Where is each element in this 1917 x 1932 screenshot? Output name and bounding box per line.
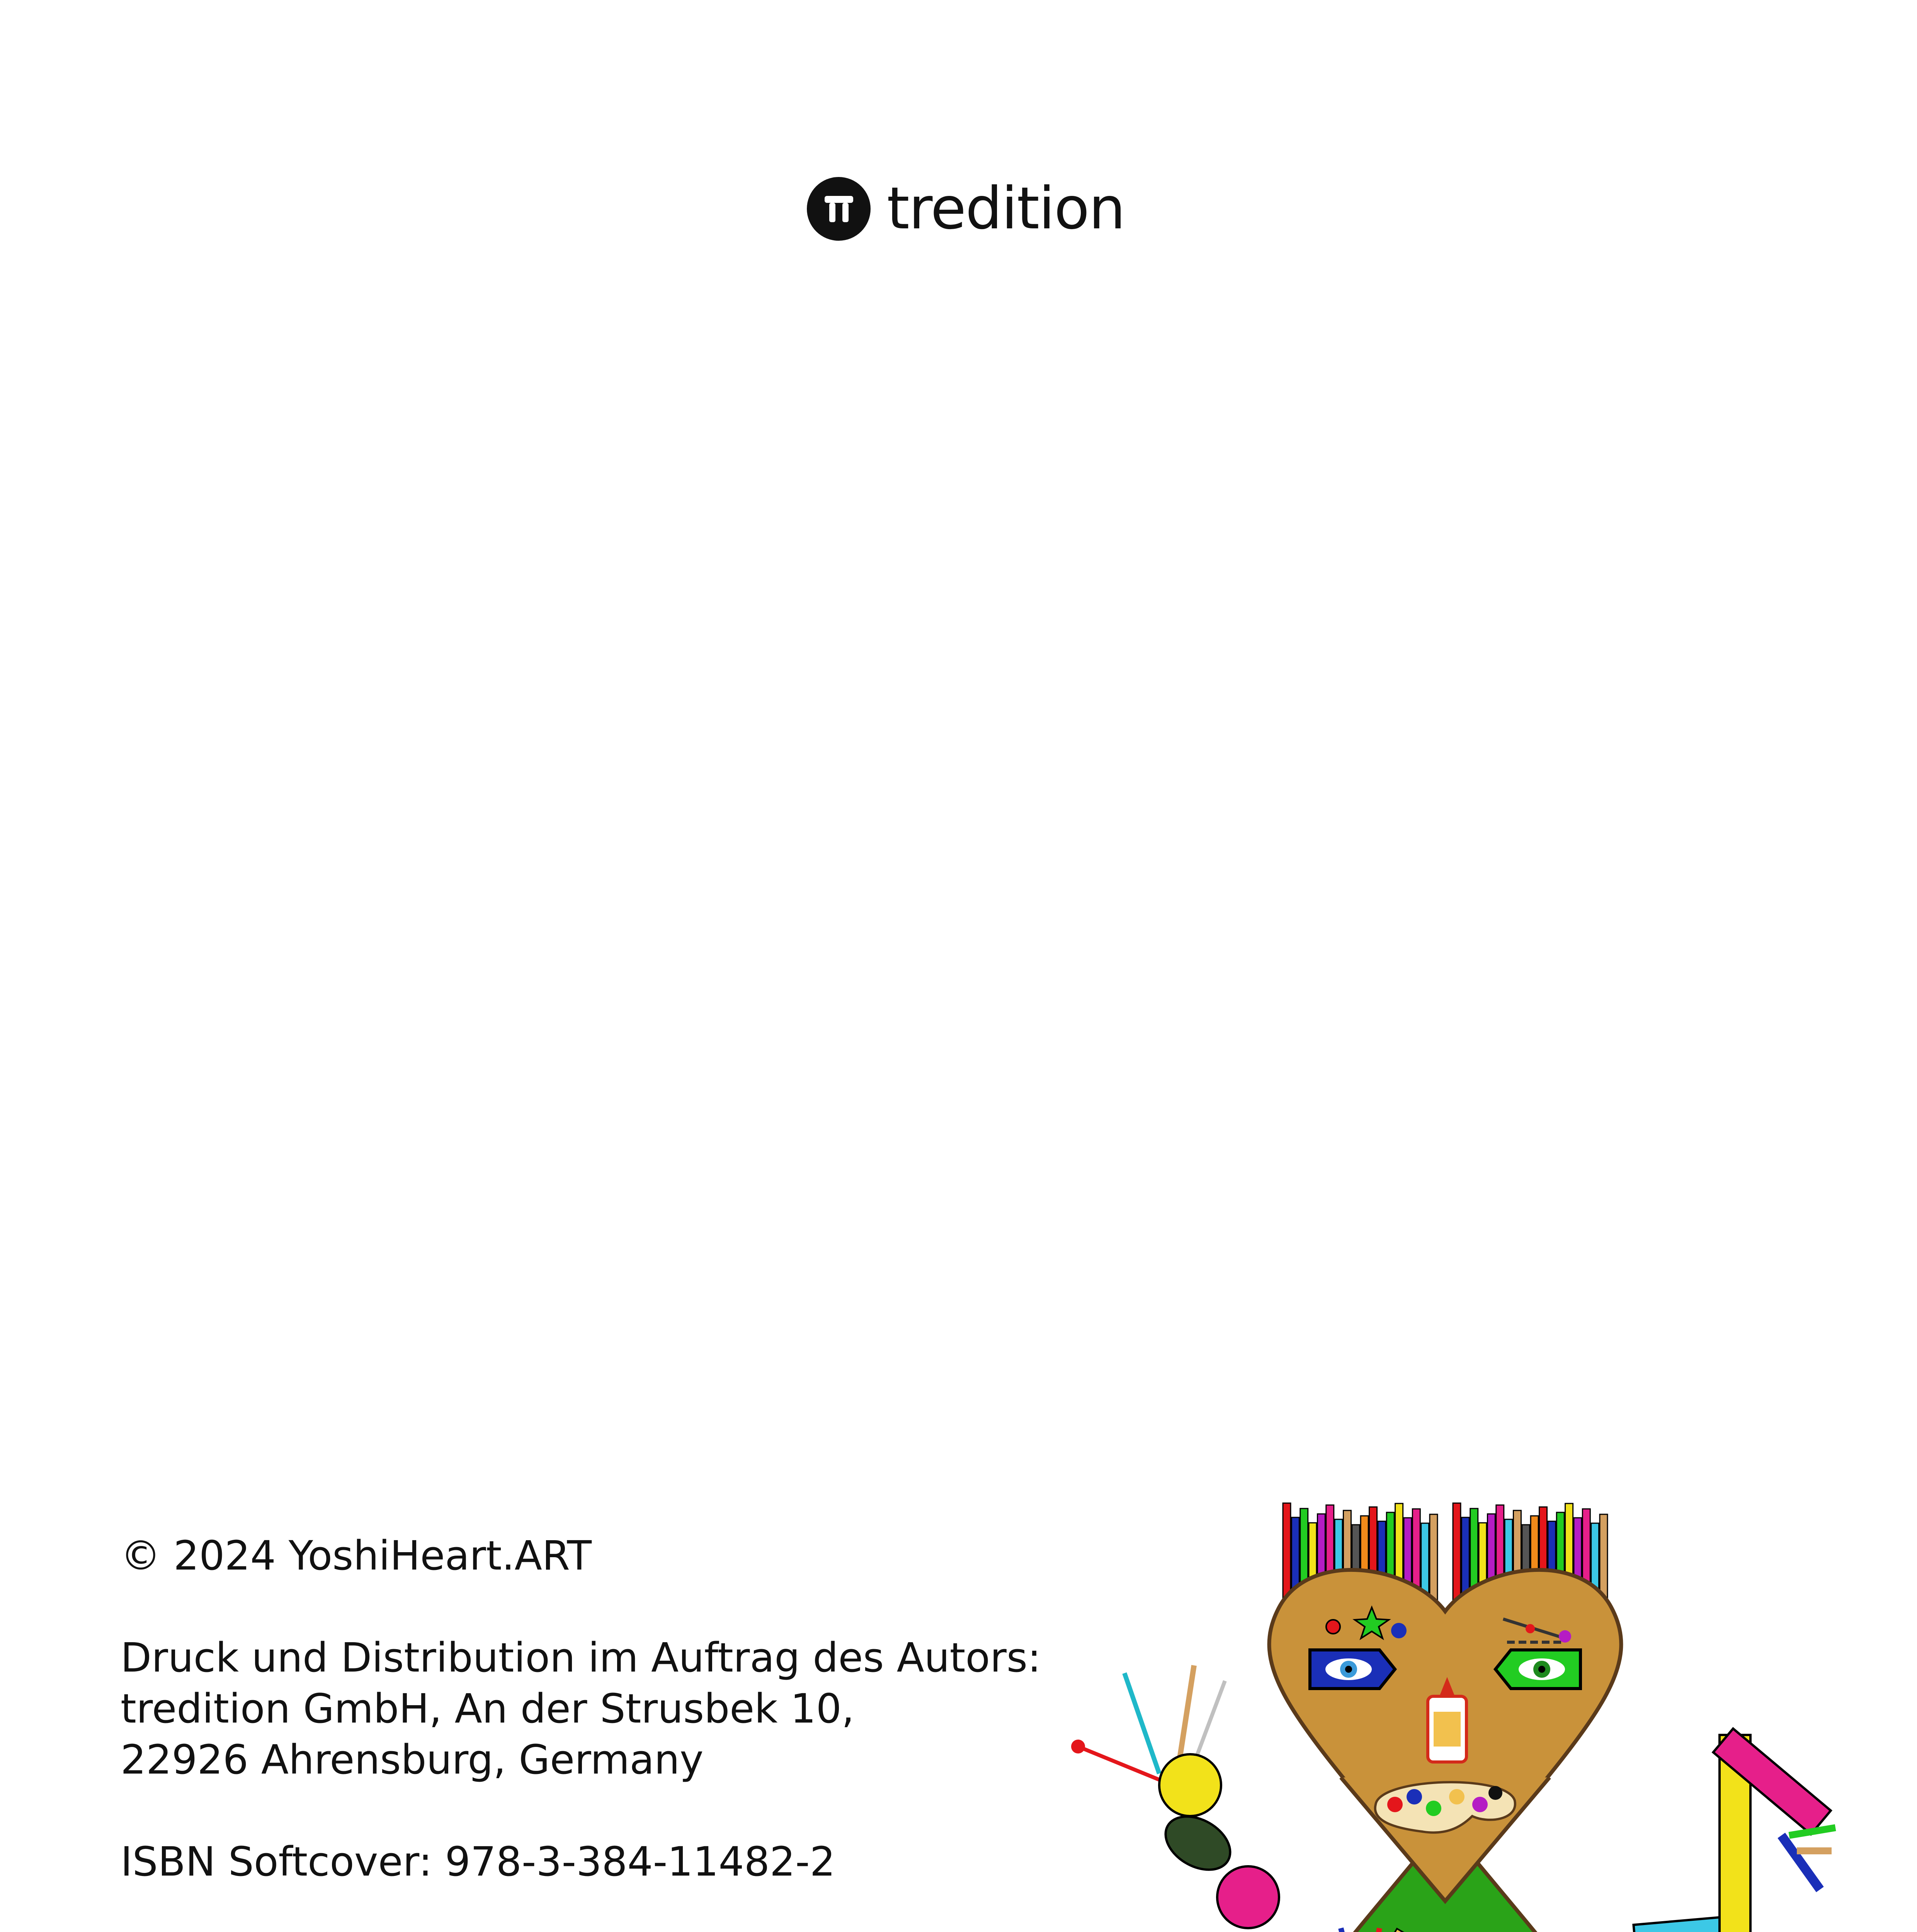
print-distribution (121, 1632, 1210, 1785)
button-icon (1326, 1620, 1340, 1634)
yoshi-art-illustration (1063, 1480, 1843, 1932)
button-icon (1391, 1623, 1407, 1638)
yarn-ball-icons (1071, 1665, 1279, 1928)
ruler-icon (1633, 1729, 1835, 1932)
pencil-icon (1453, 1503, 1461, 1607)
publisher-wordmark: tredition (887, 175, 1125, 242)
copyright-line: © 2024 YoshiHeart.ART (121, 1532, 592, 1579)
tredition-logo-icon (807, 177, 871, 241)
left-eye-icon (1310, 1650, 1395, 1689)
pencil-icon (1430, 1514, 1437, 1607)
print-distribution-line: Druck und Distribution im Auftrag des Autors: (121, 1634, 1041, 1681)
imprint-block (121, 1530, 1210, 1932)
print-distribution-line: tredition GmbH, An der Strusbek 10, (121, 1685, 854, 1732)
publisher-logo (807, 176, 1125, 242)
print-distribution-line: 22926 Ahrensburg, Germany (121, 1736, 704, 1783)
isbn-line: ISBN Softcover: 978-3-384-11482-2 (121, 1838, 835, 1885)
right-eye-icon (1495, 1650, 1580, 1689)
